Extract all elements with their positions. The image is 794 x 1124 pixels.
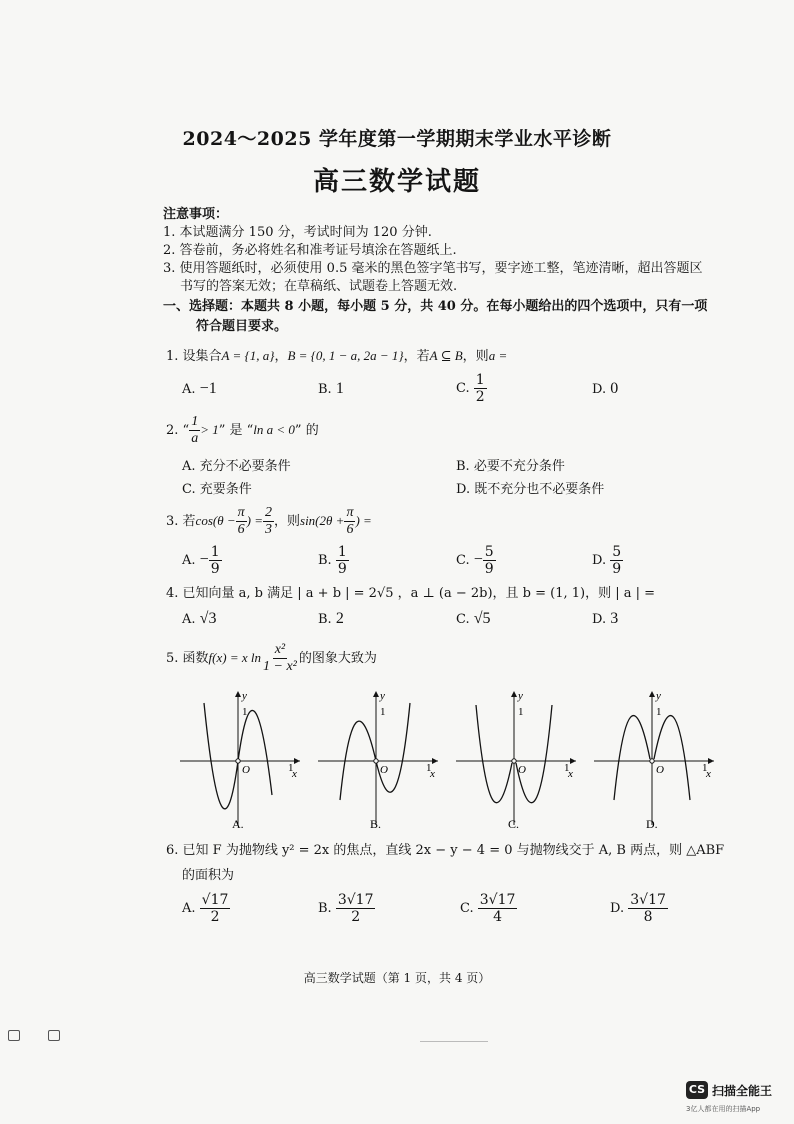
- option-label: A.: [182, 901, 196, 916]
- graph-a[interactable]: [180, 690, 300, 831]
- option-value: √5: [473, 610, 491, 627]
- fraction-denominator: 2: [475, 389, 485, 405]
- option-label: B.: [318, 553, 332, 568]
- q1-prefix: 1. 设集合: [166, 349, 222, 364]
- q2-compare: > 1: [200, 422, 219, 437]
- y-axis-arrow: [649, 691, 655, 697]
- graph-d[interactable]: [594, 690, 714, 831]
- curve-left: [476, 705, 512, 803]
- question-4: 4. 已知向量 a, b 满足 | a + b | = 2√5 ，a ⊥ (a − 2b)，且 b = (1, 1)，则 | a | =: [166, 586, 656, 601]
- question-2: [166, 414, 319, 447]
- option-label: D.: [456, 482, 471, 497]
- fraction-numerator: π: [346, 505, 354, 520]
- q3-ask: ，则: [274, 514, 301, 529]
- q1-sep: ，: [274, 349, 288, 364]
- origin-label: O: [380, 764, 388, 776]
- fraction-numerator: 5: [484, 544, 494, 560]
- option-label: A.: [182, 382, 196, 397]
- origin-label: O: [242, 764, 250, 776]
- y-axis-arrow: [235, 691, 241, 697]
- q3-eq: ) =: [246, 513, 263, 528]
- notice-item-2: 2. 答卷前，务必将姓名和准考证号填涂在答题纸上.: [163, 243, 457, 258]
- origin-hole: [650, 759, 654, 763]
- option-label: C.: [456, 612, 470, 627]
- y-label: y: [380, 690, 385, 702]
- fraction-denominator: 2: [210, 909, 220, 925]
- option-sign: −: [199, 551, 209, 568]
- fraction-numerator: 1: [475, 372, 485, 388]
- graph-c[interactable]: [456, 690, 576, 831]
- fraction-numerator: 3√17: [479, 892, 516, 908]
- x-axis-arrow: [570, 758, 576, 764]
- fraction-numerator: 1: [210, 544, 220, 560]
- fraction-denominator: 6: [237, 522, 245, 537]
- q3-prefix: 3. 若: [166, 514, 196, 529]
- origin-hole: [374, 759, 378, 763]
- q6-option-d[interactable]: [610, 892, 668, 925]
- option-label: C.: [456, 553, 470, 568]
- q1-var: a =: [488, 348, 508, 363]
- notice-heading: 注意事项：: [163, 207, 229, 222]
- q4-option-a[interactable]: [182, 610, 216, 628]
- option-label: D.: [592, 612, 607, 627]
- q4-option-c[interactable]: [456, 610, 491, 628]
- q2-option-c[interactable]: [182, 478, 252, 497]
- x-axis-arrow: [294, 758, 300, 764]
- fraction-denominator: 8: [643, 909, 653, 925]
- q5-func: f(x) = x ln: [208, 650, 261, 665]
- option-value: −1: [199, 380, 217, 397]
- option-text: 必要不充分条件: [473, 459, 565, 474]
- fraction-denominator: 9: [210, 561, 220, 577]
- q2-expr: ln a < 0: [253, 422, 295, 437]
- q3-option-a[interactable]: [182, 544, 222, 577]
- section-heading: 一、选择题：本题共 8 小题，每小题 5 分，共 40 分。在每小题给出的四个选项中，只有一项: [163, 299, 708, 314]
- option-label: B.: [318, 901, 332, 916]
- fraction-denominator: 1 − x²: [263, 659, 297, 674]
- x-one: 1: [288, 762, 294, 774]
- fraction-numerator: 1: [337, 544, 347, 560]
- option-label: C.: [460, 901, 474, 916]
- scan-mark-icon: [8, 1030, 20, 1041]
- q2-option-b[interactable]: [456, 455, 565, 474]
- option-value: 2: [335, 610, 344, 627]
- y-one: 1: [380, 706, 386, 718]
- q4-option-d[interactable]: [592, 610, 618, 628]
- q2-mid: ” 是 “: [218, 423, 254, 438]
- x-label: x: [568, 768, 573, 780]
- x-axis-arrow: [708, 758, 714, 764]
- option-label: A.: [182, 459, 196, 474]
- origin-hole: [512, 759, 516, 763]
- page-footer: 高三数学试题（第 1 页，共 4 页）: [303, 971, 491, 985]
- fraction-numerator: π: [237, 505, 245, 520]
- fraction-denominator: 9: [337, 561, 347, 577]
- q3-target: sin(2θ +: [300, 513, 345, 528]
- y-label: y: [656, 690, 661, 702]
- option-label: C.: [182, 482, 196, 497]
- x-label: x: [292, 768, 297, 780]
- y-label: y: [518, 690, 523, 702]
- option-value: 1: [335, 380, 344, 397]
- camscanner-logo-icon: CS: [686, 1081, 708, 1099]
- option-label: B.: [456, 459, 470, 474]
- exam-title: 2024～2025 学年度第一学期期末学业水平诊断: [182, 128, 612, 150]
- q1-cond: ，若: [403, 349, 430, 364]
- fraction-numerator: √17: [201, 892, 229, 908]
- x-label: x: [430, 768, 435, 780]
- graph-label: B.: [370, 817, 382, 831]
- q3-end: ) =: [355, 513, 372, 528]
- exam-subtitle: 高三数学试题: [312, 167, 481, 197]
- q6-option-a[interactable]: [182, 892, 230, 925]
- q4-option-b[interactable]: [318, 610, 344, 628]
- y-axis-arrow: [511, 691, 517, 697]
- y-one: 1: [242, 706, 248, 718]
- curve: [340, 703, 410, 800]
- x-label: x: [706, 768, 711, 780]
- question-1: [166, 347, 507, 366]
- q1-option-b[interactable]: [318, 380, 344, 398]
- q1-set-b: B = {0, 1 − a, 2a − 1}: [287, 348, 404, 363]
- notice-item-3-cont: 书写的答案无效；在草稿纸、试题卷上答题无效.: [180, 279, 458, 294]
- q5-suffix: 的图象大致为: [298, 651, 377, 666]
- q3-option-b[interactable]: [318, 544, 349, 577]
- scanner-watermark: [686, 1081, 772, 1099]
- option-label: B.: [318, 382, 332, 397]
- graph-label: A.: [232, 817, 244, 831]
- fraction-numerator: 2: [265, 505, 272, 520]
- y-axis-arrow: [373, 691, 379, 697]
- option-label: D.: [592, 382, 607, 397]
- notice-item-3: 3. 使用答题纸时，必须使用 0.5 毫米的黑色签字笔书写，要字迹工整，笔迹清晰，超出答题区: [163, 261, 703, 276]
- option-label: A.: [182, 553, 196, 568]
- q1-ask: ，则: [462, 349, 489, 364]
- notice-item-1: 1. 本试题满分 150 分，考试时间为 120 分钟.: [163, 225, 432, 240]
- origin-hole: [236, 759, 240, 763]
- curve-right: [516, 705, 552, 803]
- option-sign: −: [473, 551, 483, 568]
- option-label: C.: [456, 381, 470, 396]
- q3-lhs: cos(θ −: [195, 513, 236, 528]
- option-value: 0: [610, 380, 619, 397]
- question-3: [166, 505, 372, 538]
- watermark-slogan: 3亿人都在用的扫描App: [686, 1105, 761, 1113]
- fraction-denominator: 2: [351, 909, 361, 925]
- x-one: 1: [702, 762, 708, 774]
- origin-label: O: [656, 764, 664, 776]
- fraction-numerator: x²: [274, 642, 286, 657]
- fraction-numerator: 1: [191, 414, 199, 429]
- fraction-denominator: 9: [612, 561, 622, 577]
- q6-option-b[interactable]: [318, 892, 375, 925]
- option-text: 充分不必要条件: [199, 459, 291, 474]
- fraction-denominator: 6: [346, 522, 354, 537]
- q6-option-c[interactable]: [460, 892, 517, 925]
- curve-right: [654, 716, 690, 800]
- option-value: 3: [610, 610, 619, 627]
- fraction-denominator: a: [191, 431, 199, 446]
- y-one: 1: [518, 706, 524, 718]
- q1-option-d[interactable]: [592, 380, 618, 398]
- q2-suffix: ” 的: [294, 423, 319, 438]
- q5-graphs: [170, 685, 730, 835]
- x-axis-arrow: [432, 758, 438, 764]
- q2-prefix: 2. “: [166, 423, 190, 438]
- option-label: D.: [592, 553, 607, 568]
- watermark-name: 扫描全能王: [712, 1083, 773, 1098]
- scan-line: [420, 1041, 488, 1042]
- y-one: 1: [656, 706, 662, 718]
- q1-subset: A ⊆ B: [429, 348, 463, 363]
- q1-set-a: A = {1, a}: [221, 348, 275, 363]
- y-label: y: [242, 690, 247, 702]
- q1-option-a[interactable]: [182, 380, 217, 398]
- q5-prefix: 5. 函数: [166, 651, 209, 666]
- option-label: A.: [182, 612, 196, 627]
- fraction-numerator: 5: [612, 544, 622, 560]
- fraction-denominator: 3: [265, 522, 272, 537]
- fraction-numerator: 3√17: [630, 892, 666, 908]
- option-label: B.: [318, 612, 332, 627]
- x-one: 1: [564, 762, 570, 774]
- q3-option-d[interactable]: [592, 544, 623, 577]
- q3-option-c[interactable]: [456, 544, 496, 577]
- x-one: 1: [426, 762, 432, 774]
- q1-option-c[interactable]: [456, 372, 487, 405]
- graph-b[interactable]: [318, 690, 438, 831]
- fraction-numerator: 3√17: [337, 892, 374, 908]
- curve-left: [614, 716, 650, 800]
- scan-mark-icon: [48, 1030, 60, 1041]
- option-label: D.: [610, 901, 625, 916]
- section-heading-cont: 符合题目要求。: [196, 319, 288, 334]
- graph-label: C.: [508, 817, 520, 831]
- fraction-denominator: 4: [493, 909, 503, 925]
- q2-option-d[interactable]: [456, 478, 604, 497]
- question-6: 6. 已知 F 为抛物线 y² = 2x 的焦点，直线 2x − y − 4 = 0 与抛物线交于 A, B 两点，则 △ABF: [166, 843, 725, 858]
- question-6-cont: 的面积为: [182, 868, 235, 883]
- option-text: 既不充分也不必要条件: [474, 482, 605, 497]
- question-5: [166, 642, 377, 675]
- origin-label: O: [518, 764, 526, 776]
- graph-label: D.: [646, 817, 658, 831]
- option-value: √3: [199, 610, 217, 627]
- fraction-denominator: 9: [484, 561, 494, 577]
- option-text: 充要条件: [199, 482, 252, 497]
- q2-option-a[interactable]: [182, 455, 291, 474]
